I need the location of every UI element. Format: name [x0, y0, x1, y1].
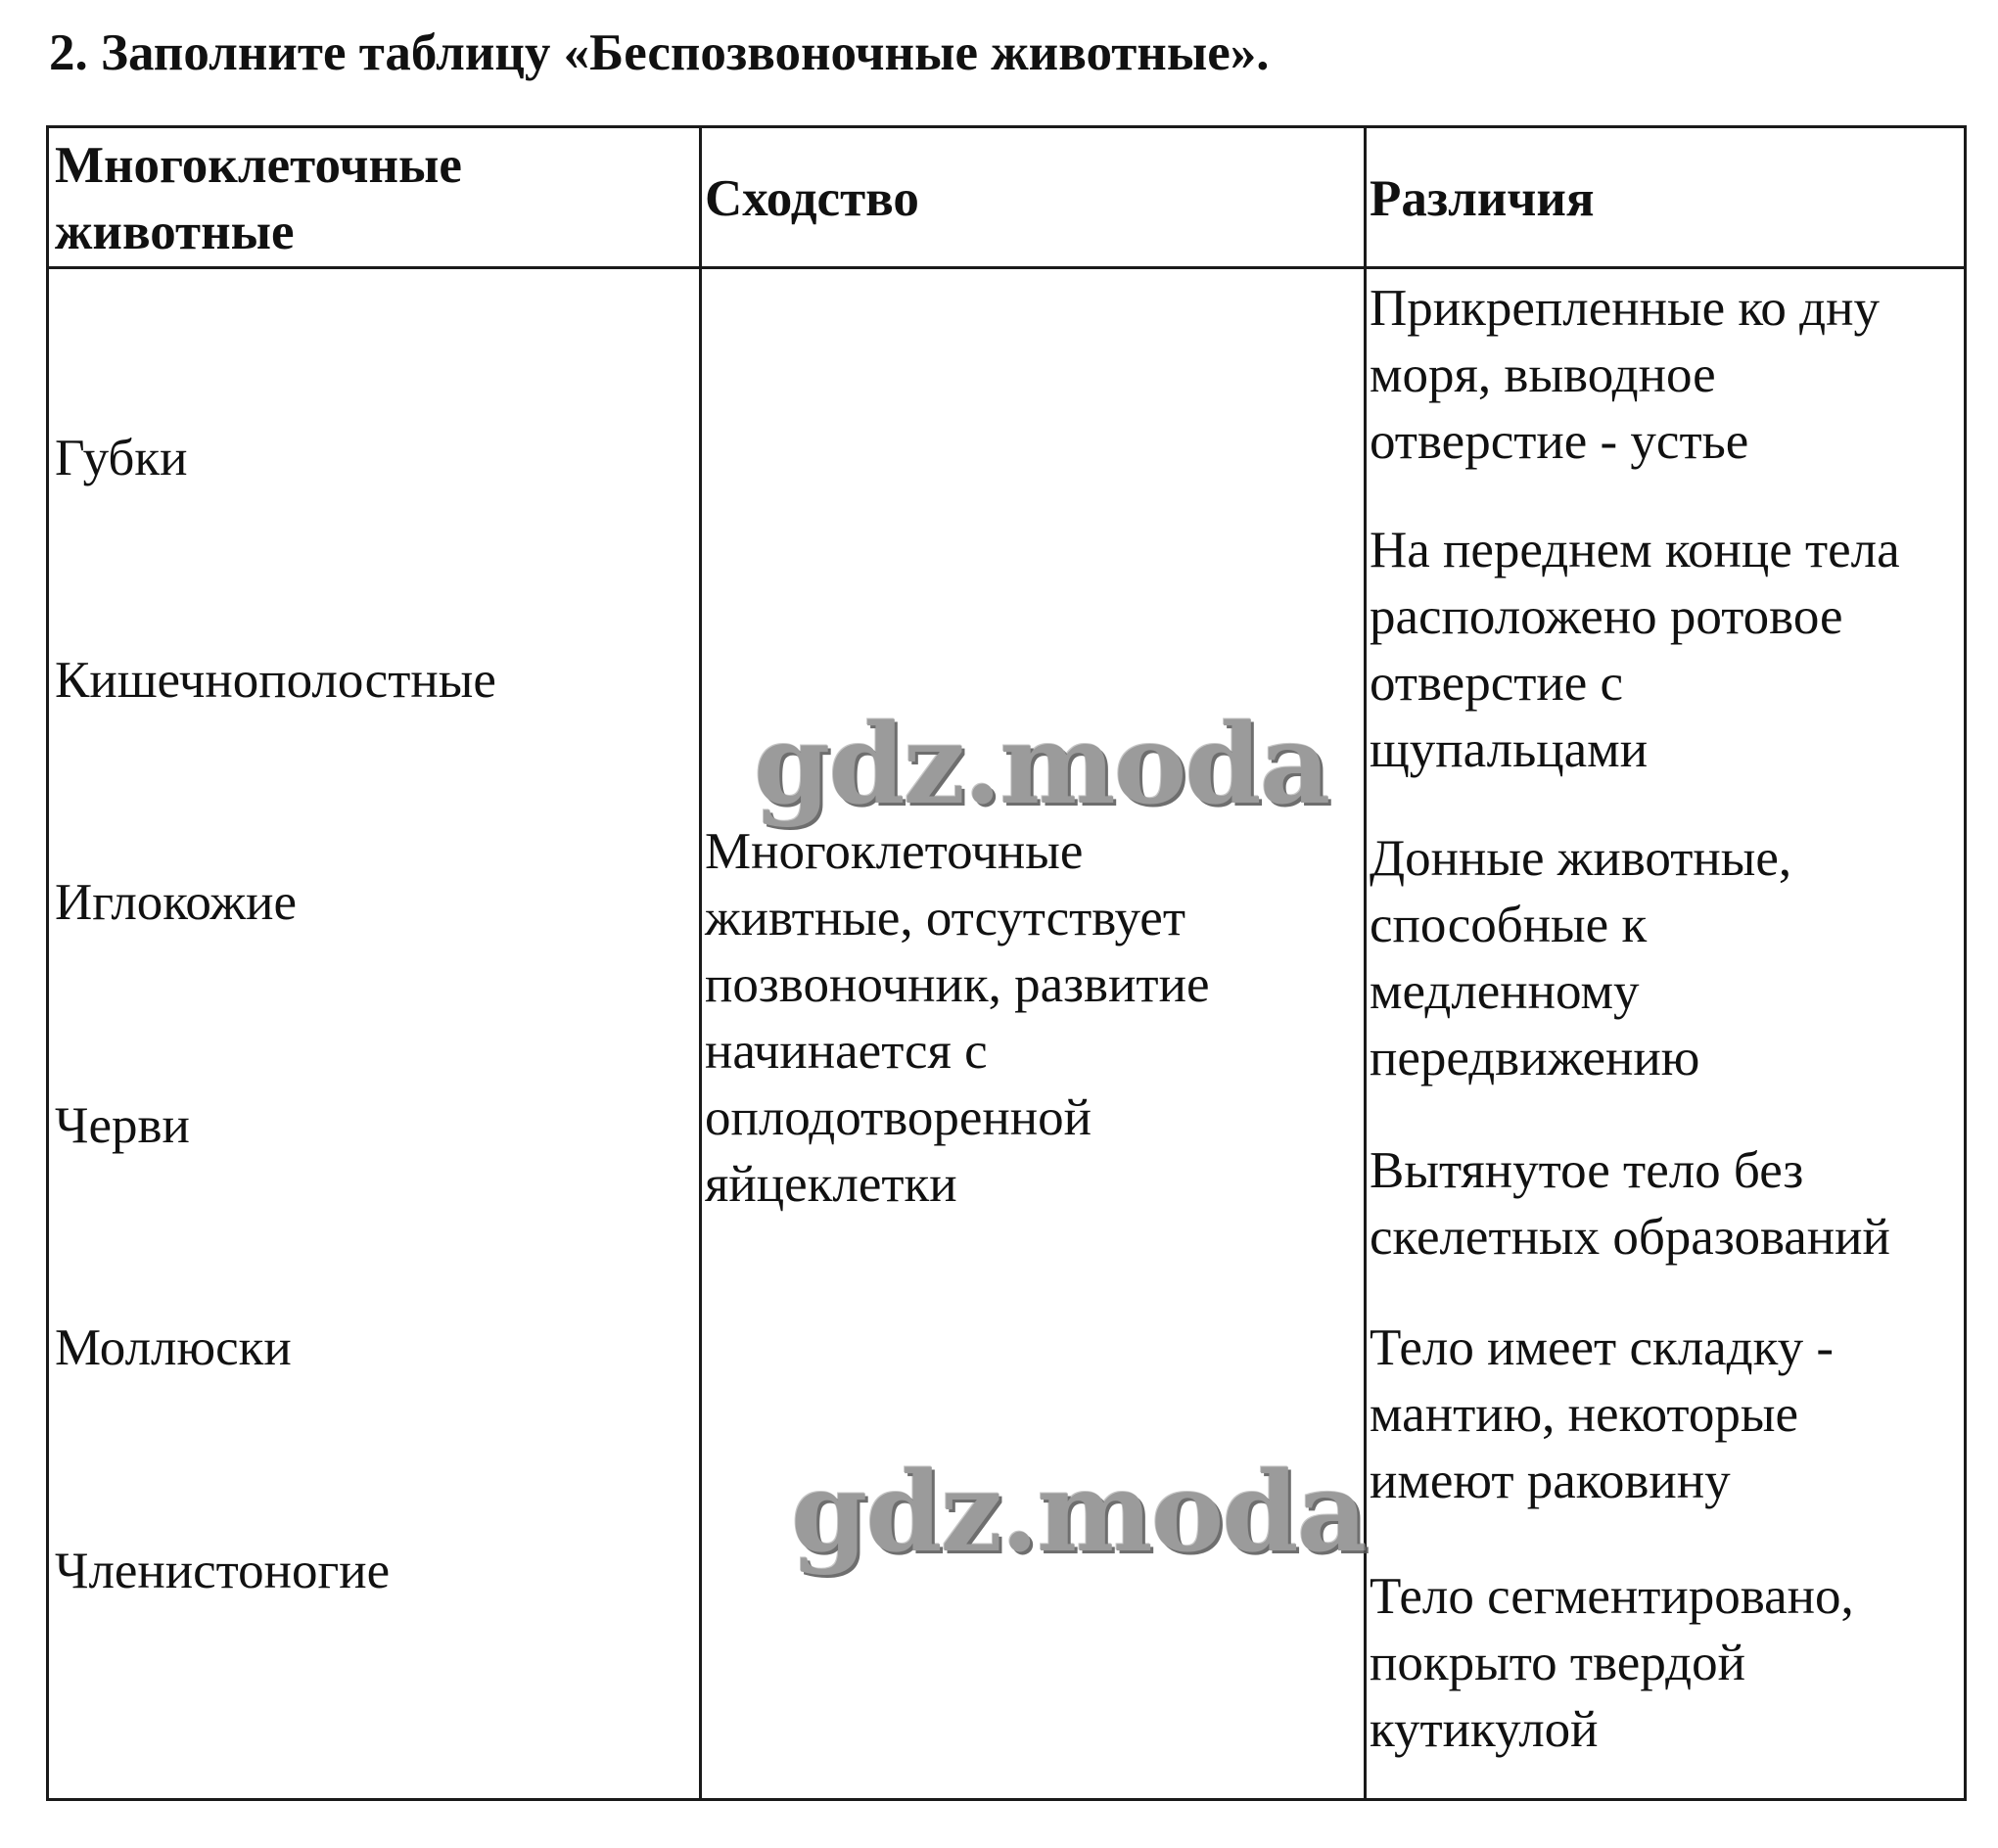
difference-line: кутикулой [1370, 1701, 1599, 1758]
difference-line: Донные животные, [1370, 830, 1792, 887]
task-title: 2. Заполните таблицу «Беспозвоночные животные». [49, 24, 1270, 81]
difference-mollusks [1370, 1315, 1834, 1514]
animal-cnidarians: Кишечнополостные [55, 652, 496, 709]
difference-line: щупальцами [1370, 721, 1649, 778]
difference-line: способные к [1370, 897, 1648, 953]
difference-line: Тело имеет складку - [1370, 1319, 1835, 1376]
similarity-text [705, 818, 1209, 1218]
animal-echinoderms: Иглокожие [55, 874, 298, 931]
difference-line: скелетных образований [1370, 1209, 1890, 1266]
similarity-line: живтные, отсутствует [705, 890, 1185, 947]
animal-mollusks: Моллюски [55, 1319, 292, 1376]
similarity-line: яйцеклетки [705, 1156, 957, 1213]
header-similarity: Сходство [705, 170, 919, 227]
difference-line: Вытянутое тело без [1370, 1142, 1804, 1199]
animal-arthropods: Членистоногие [55, 1543, 391, 1599]
difference-echinoderms [1370, 825, 1791, 1091]
difference-line: моря, выводное [1370, 346, 1716, 403]
difference-line: Прикрепленные ко дну [1370, 280, 1880, 337]
difference-cnidarians [1370, 517, 1900, 783]
watermark-logo: gdz.moda [791, 1449, 1367, 1577]
difference-line: покрыто твердой [1370, 1635, 1745, 1691]
difference-line: мантию, некоторые [1370, 1386, 1799, 1443]
similarity-line: оплодотворенной [705, 1089, 1092, 1146]
difference-line: расположено ротовое [1370, 588, 1843, 645]
difference-sponges [1370, 275, 1880, 475]
watermark-logo: gdz.moda [754, 701, 1329, 829]
animal-sponges: Губки [55, 430, 188, 486]
difference-worms [1370, 1137, 1890, 1270]
similarity-line: позвоночник, развитие [705, 956, 1210, 1013]
difference-line: отверстие - устье [1370, 413, 1749, 470]
animal-worms: Черви [55, 1097, 190, 1154]
header-divider [49, 266, 1964, 269]
header-animals [55, 132, 462, 265]
difference-line: Тело сегментировано, [1370, 1568, 1854, 1625]
difference-line: имеют раковину [1370, 1453, 1731, 1509]
difference-line: На переднем конце тела [1370, 522, 1900, 578]
difference-arthropods [1370, 1563, 1854, 1763]
header-animals-line-2: животные [55, 204, 295, 260]
header-differences: Различия [1370, 170, 1595, 227]
difference-line: отверстие с [1370, 655, 1624, 712]
column-divider-1 [699, 128, 702, 1798]
similarity-line: Многоклеточные [705, 823, 1084, 880]
header-animals-line-1: Многоклеточные [55, 137, 462, 194]
difference-line: медленному [1370, 963, 1640, 1020]
similarity-line: начинается с [705, 1023, 988, 1080]
difference-line: передвижению [1370, 1030, 1700, 1086]
